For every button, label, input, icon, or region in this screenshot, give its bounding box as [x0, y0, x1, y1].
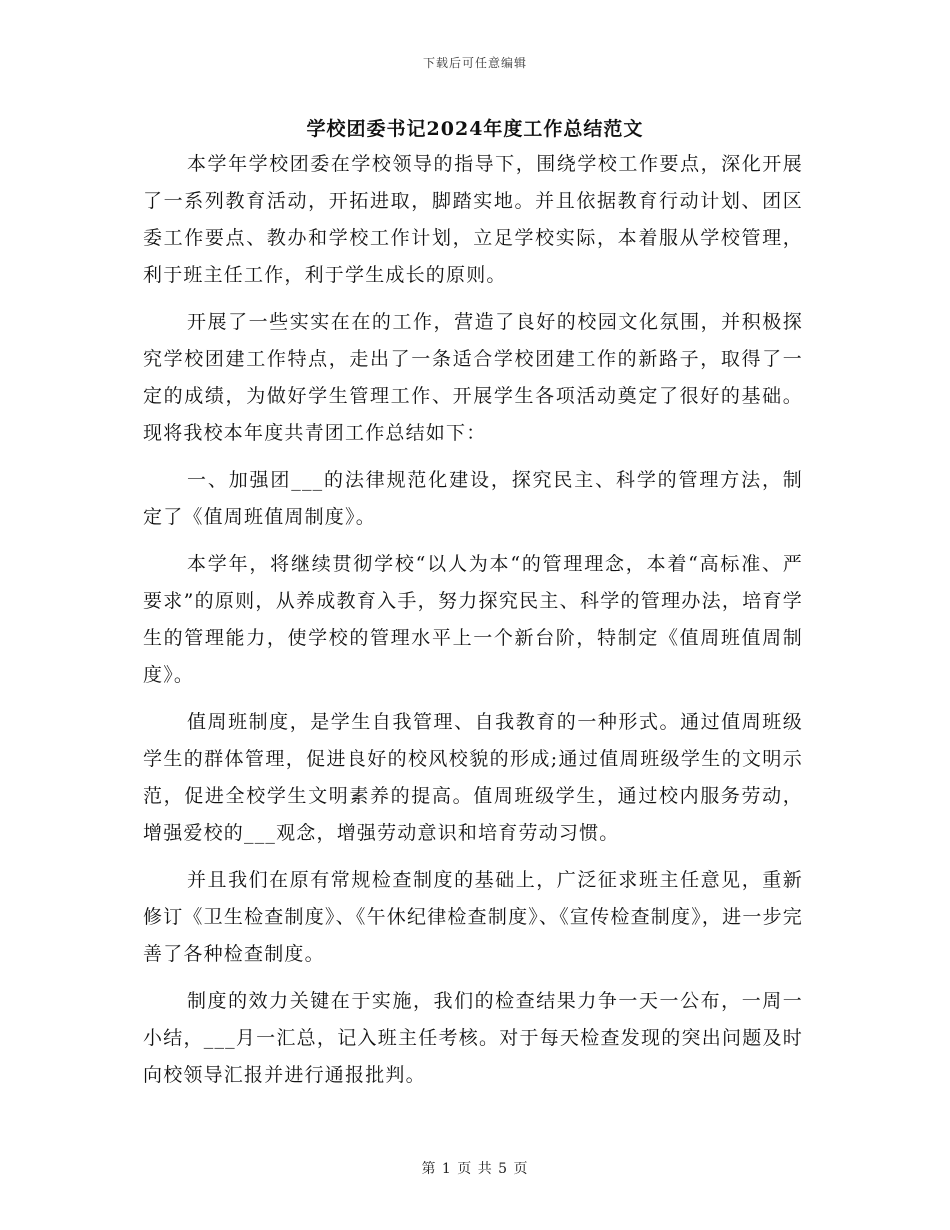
- paragraph-duty-class-system: 值周班制度，是学生自我管理、自我教育的一种形式。通过值周班级学生的群体管理，促进良好的校风校貌的形成;通过值周班级学生的文明示范，促进全校学生文明素养的提高。值周班级学生，通过校内服务劳动，增强爱校的___观念，增强劳动意识和培育劳动习惯。: [143, 711, 803, 844]
- document-title: 学校团委书记2024年度工作总结范文: [306, 118, 644, 140]
- page-header-note: 下载后可任意编辑: [422, 56, 527, 70]
- paragraph-overview: 开展了一些实实在在的工作，营造了良好的校园文化氛围，并积极探究学校团建工作特点，走出了一条适合学校团建工作的新路子，取得了一定的成绩，为做好学生管理工作、开展学生各项活动奠定了很好的基础。现将我校本年度共青团工作总结如下：: [143, 311, 803, 444]
- document-body: [143, 146, 803, 1104]
- paragraph-section-one-heading: 一、加强团___的法律规范化建设，探究民主、科学的管理方法，制定了《值周班值周制度》。: [143, 469, 803, 528]
- paragraph-intro: 本学年学校团委在学校领导的指导下，围绕学校工作要点，深化开展了一系列教育活动，开拓进取，脚踏实地。并且依据教育行动计划、团区委工作要点、教办和学校工作计划，立足学校实际，本着服从学校管理，利于班主任工作，利于学生成长的原则。: [143, 153, 803, 286]
- paragraph-management-concept: 本学年，将继续贯彻学校“以人为本“的管理理念，本着“高标准、严要求”的原则，从养成教育入手，努力探究民主、科学的管理办法，培育学生的管理能力，使学校的管理水平上一个新台阶，特制定《值周班值周制度》。: [143, 553, 803, 686]
- paragraph-implementation: 制度的效力关键在于实施，我们的检查结果力争一天一公布，一周一小结，___月一汇总，记入班主任考核。对于每天检查发现的突出问题及时向校领导汇报并进行通报批判。: [143, 990, 803, 1086]
- page-number-footer: 第 1 页 共 5 页: [421, 1161, 529, 1177]
- paragraph-inspection-systems: 并且我们在原有常规检查制度的基础上，广泛征求班主任意见，重新修订《卫生检查制度》、《午休纪律检查制度》、《宣传检查制度》，进一步完善了各种检查制度。: [143, 869, 803, 965]
